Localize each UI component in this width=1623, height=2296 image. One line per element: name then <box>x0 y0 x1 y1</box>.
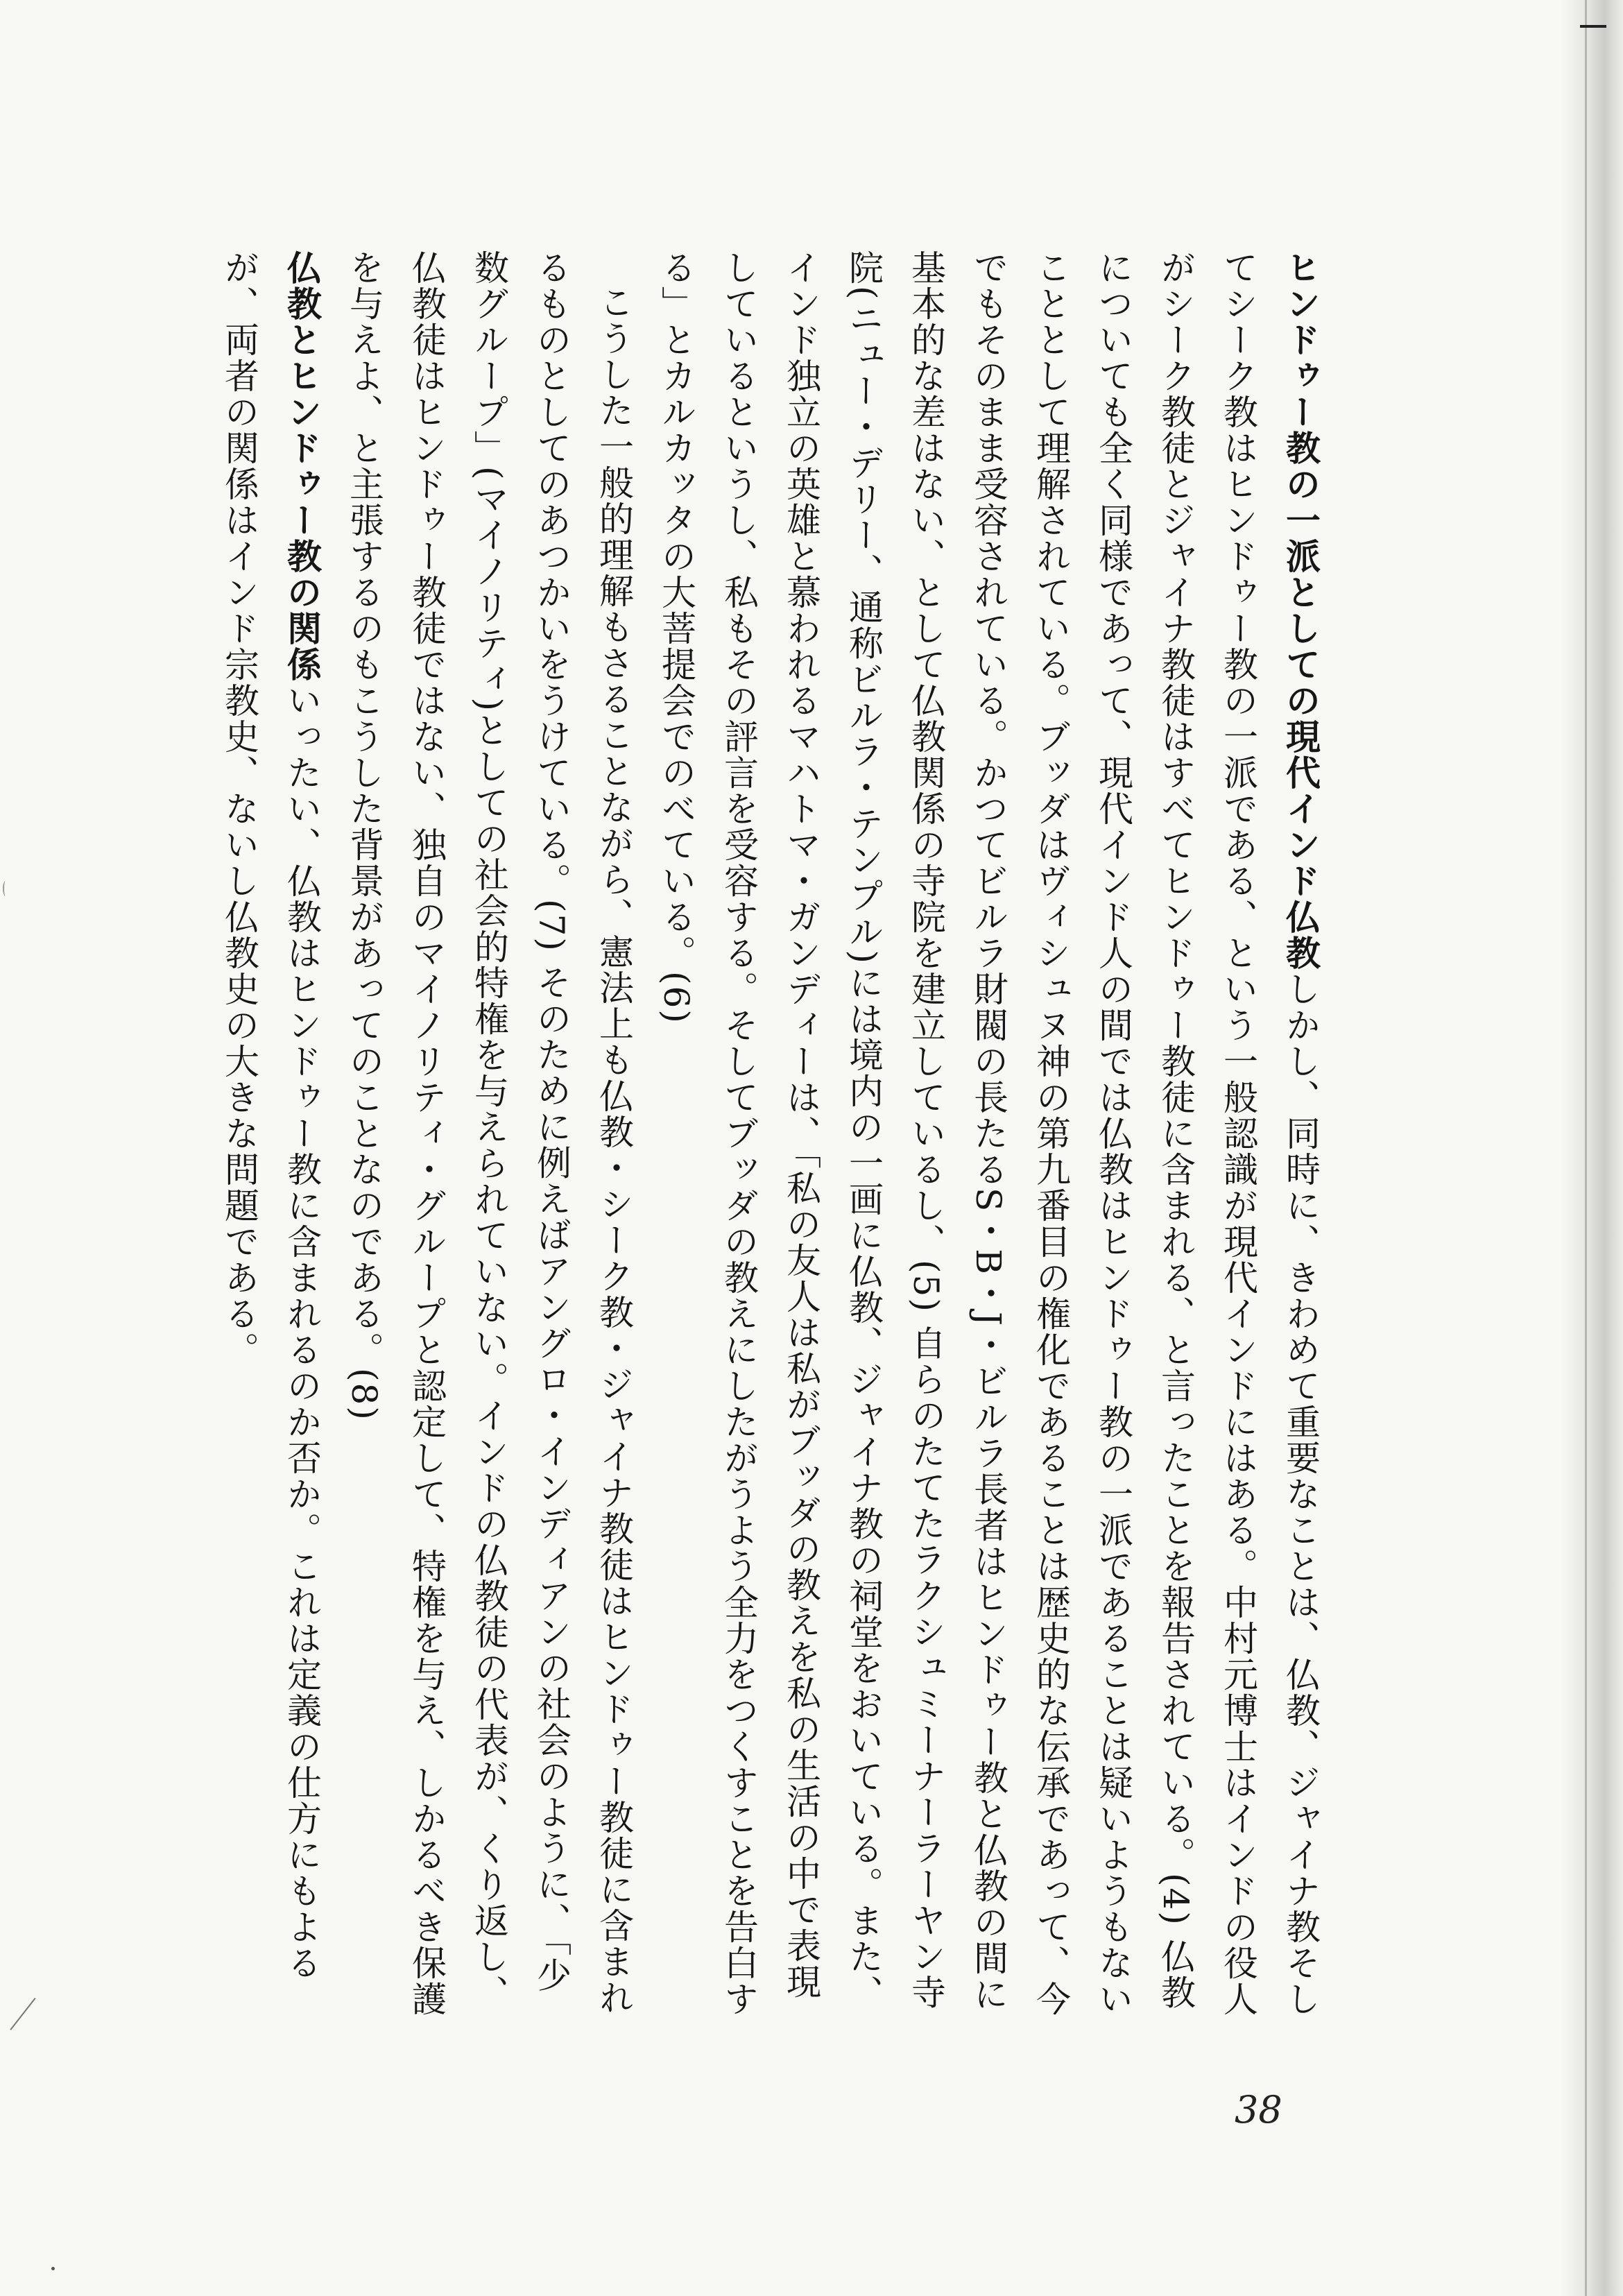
vertical-body-text <box>208 250 1332 2025</box>
ink-dot <box>51 2267 55 2270</box>
section-1-text-2: こうした一般的理解もさることながら、憲法上も仏教・シーク教・ジャイナ教徒はヒンドゥー教徒に含まれるものとしてのあつかいをうけている。(7) そのために例えばアングロ・インディアンの社会のように、「少数グループ」(マイノリティ)としての社会的特権を与えられていない。インドの仏教徒の代表が、くり返し、仏教徒はヒンドゥー教徒ではない、独自のマイノリティ・グループと認定して、特権を与え、しかるべき保護を与えよ、と主張するのもこうした背景があってのことなのである。(8) <box>344 250 634 2017</box>
section-2-text-1: いったい、仏教はヒンドゥー教に含まれるのか否か。これは定義の仕方にもよるが、両者の関係はインド宗教史、ないし仏教史の大きな問題である。 <box>219 250 322 1981</box>
section-2-heading: 仏教とヒンドゥー教の関係 <box>282 250 322 683</box>
binding-line <box>1585 0 1587 2296</box>
section-1-text-1: しかし、同時に、きわめて重要なことは、仏教、ジャイナ教そしてシーク教はヒンドゥー教の一派である、という一般認識が現代インドにはある。中村元博士はインドの役人がシーク教徒とジャイナ教徒はすべてヒンドゥー教徒に含まれる、と言ったことを報告されている。(4) 仏教についても全く同様であって、現代インド人の間では仏教はヒンドゥー教の一派であることは疑いようもないこととして理解されている。ブッダはヴィシュヌ神の第九番目の権化であることは歴史的な伝承であって、今でもそのまま受容されている。かつてビルラ財閥の長たるS・B・J・ビルラ長者はヒンドゥー教と仏教の間に基本的な差はない、として仏教関係の寺院を建立しているし、(5) 自らのたてたラクシュミーナーラーヤン寺院(ニュー・デリー、通称ビルラ・テンプル)には境内の一画に仏教、ジャイナ教の祠堂をおいている。また、インド独立の英雄と慕われるマハトマ・ガンディーは、「私の友人は私がブッダの教えを私の生活の中で表現しているというし、私もその評言を受容する。そしてブッダの教えにしたがうよう全力をつくすことを告白する」とカルカッタの大菩提会でのべている。(6) <box>656 250 1321 2017</box>
margin-mark <box>3 881 8 896</box>
section-1-heading: ヒンドゥー教の一派としての現代インド仏教 <box>1280 250 1321 971</box>
binding-shadow <box>1561 0 1623 2296</box>
corner-mark <box>1580 25 1606 28</box>
pencil-mark <box>10 1998 35 2030</box>
section-1-paragraph-1 <box>645 250 1332 2025</box>
section-1-paragraph-2 <box>333 250 645 2025</box>
page-number: 38 <box>1235 2088 1282 2132</box>
section-2-paragraph-1 <box>208 250 333 2025</box>
